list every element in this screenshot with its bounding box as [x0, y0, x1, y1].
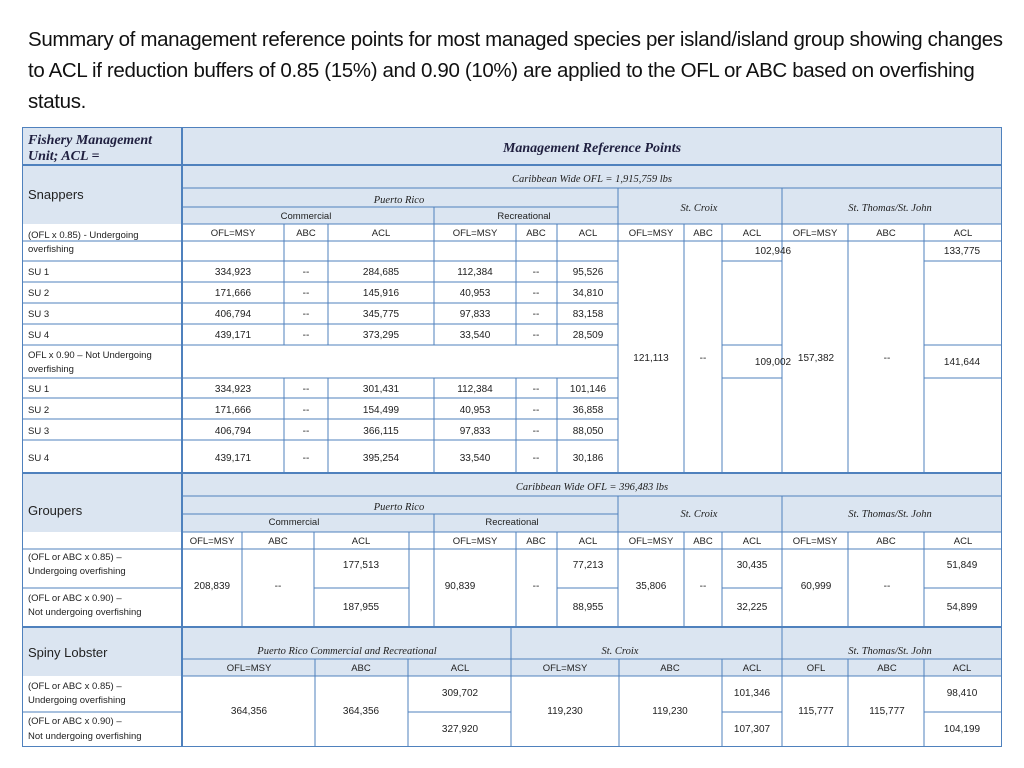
snappers-090-cell: 154,499 [362, 405, 400, 416]
snappers-label: Snappers [28, 187, 84, 202]
groupers-com-acl-090: 187,955 [342, 602, 380, 613]
groupers-pr-header: Puerto Rico [373, 502, 425, 513]
snappers-090-row-label: SU 2 [28, 405, 50, 416]
lobster-stt-abc: 115,777 [869, 706, 905, 717]
snappers-085-cell: -- [302, 288, 310, 299]
snappers-085-cell: -- [532, 267, 540, 278]
snappers-085-label-line1: (OFL x 0.85) - Undergoing [28, 230, 139, 241]
snappers-085-cell: -- [302, 267, 310, 278]
lobster-pr-acl-085: 309,702 [441, 688, 479, 699]
lobster-stcroix-header: St. Croix [601, 646, 639, 657]
snappers-col-header: OFL=MSY [628, 228, 674, 239]
snappers-085-cell: 33,540 [459, 330, 491, 341]
lobster-col-header: ABC [351, 663, 371, 674]
snappers-col-header: OFL=MSY [792, 228, 838, 239]
snappers-085-cell: 97,833 [459, 309, 491, 320]
snappers-col-header: ABC [296, 228, 316, 239]
lobster-col-header: ACL [742, 663, 762, 674]
groupers-stc-acl-090: 32,225 [736, 602, 768, 613]
groupers-col-header: OFL=MSY [189, 536, 235, 547]
groupers-090-label-line2: Not undergoing overfishing [28, 607, 142, 618]
management-reference-points-header: Management Reference Points [502, 141, 682, 156]
groupers-090-label-line1: (OFL or ABC x 0.90) – [28, 593, 122, 604]
snappers-085-cell: 334,923 [214, 267, 252, 278]
groupers-stt-abc: -- [883, 581, 891, 592]
groupers-stt-ofl: 60,999 [800, 581, 832, 592]
lobster-col-header: ACL [450, 663, 470, 674]
lobster-col-header: ABC [877, 663, 897, 674]
snappers-stthomas-acl-090: 141,644 [943, 357, 981, 368]
lobster-stt-acl-090: 104,199 [943, 724, 981, 735]
snappers-085-cell: 40,953 [459, 288, 491, 299]
snappers-pr-header: Puerto Rico [373, 195, 425, 206]
groupers-col-header: ABC [526, 536, 546, 547]
snappers-col-header: ABC [693, 228, 713, 239]
groupers-085-label-line2: Undergoing overfishing [28, 566, 126, 577]
snappers-col-header: ACL [953, 228, 973, 239]
snappers-stcroix-ofl: 121,113 [633, 353, 669, 364]
lobster-pr-ofl: 364,356 [230, 706, 268, 717]
groupers-col-header: ABC [693, 536, 713, 547]
snappers-rows-085 [28, 267, 604, 341]
snappers-090-cell: 36,858 [572, 405, 604, 416]
snappers-col-header: ABC [876, 228, 896, 239]
groupers-stc-abc: -- [699, 581, 707, 592]
snappers-090-cell: 171,666 [214, 405, 252, 416]
snappers-090-cell: 30,186 [572, 453, 604, 464]
groupers-col-header: ACL [578, 536, 598, 547]
snappers-090-cell: 101,146 [569, 384, 607, 395]
groupers-stc-acl-085: 30,435 [736, 560, 768, 571]
snappers-col-header: ABC [526, 228, 546, 239]
groupers-col-header: ABC [876, 536, 896, 547]
snappers-085-cell: 406,794 [214, 309, 252, 320]
fmu-header-line2: Unit; ACL = [28, 149, 100, 164]
snappers-stthomas-ofl: 157,382 [797, 353, 835, 364]
snappers-085-row-label: SU 4 [28, 330, 50, 341]
snappers-085-cell: 95,526 [572, 267, 604, 278]
lobster-085-label-line2: Undergoing overfishing [28, 695, 126, 706]
snappers-090-cell: 40,953 [459, 405, 491, 416]
groupers-col-header: ACL [351, 536, 371, 547]
groupers-label: Groupers [28, 503, 83, 518]
groupers-rec-acl-090: 88,955 [572, 602, 604, 613]
lobster-col-header: OFL=MSY [542, 663, 588, 674]
snappers-085-cell: 34,810 [572, 288, 604, 299]
lobster-stc-abc: 119,230 [652, 706, 688, 717]
groupers-column-headers [190, 536, 973, 547]
snappers-090-cell: 406,794 [214, 426, 252, 437]
groupers-rec-ofl: 90,839 [444, 581, 476, 592]
snappers-col-header: OFL=MSY [210, 228, 256, 239]
snappers-085-cell: -- [302, 330, 310, 341]
snappers-090-cell: 366,115 [363, 426, 399, 437]
lobster-090-label-line2: Not undergoing overfishing [28, 731, 142, 742]
groupers-com-ofl: 208,839 [193, 581, 231, 592]
snappers-090-row-label: SU 4 [28, 453, 50, 464]
snappers-090-cell: -- [532, 453, 540, 464]
groupers-085-label-line1: (OFL or ABC x 0.85) – [28, 552, 122, 563]
groupers-col-header: ACL [953, 536, 973, 547]
snappers-085-row-label: SU 2 [28, 288, 50, 299]
slide-title: Summary of management reference points for most managed species per island/island group showing changes to ACL if reduction buffers of 0.85 (15%) and 0.90 (10%) are applied to the OFL or ABC based on overfishing status. [28, 28, 1003, 113]
lobster-stc-acl-090: 107,307 [733, 724, 771, 735]
groupers-col-header: OFL=MSY [628, 536, 674, 547]
lobster-pr-header: Puerto Rico Commercial and Recreational [257, 646, 437, 657]
snappers-085-row-label: SU 3 [28, 309, 50, 320]
snappers-085-cell: 284,685 [362, 267, 400, 278]
reference-points-table [22, 127, 1002, 747]
snappers-090-row-label: SU 3 [28, 426, 50, 437]
snappers-085-cell: -- [532, 309, 540, 320]
lobster-085-label-line1: (OFL or ABC x 0.85) – [28, 681, 122, 692]
snappers-090-cell: -- [302, 453, 310, 464]
snappers-090-label-line2: overfishing [28, 364, 74, 375]
lobster-col-header: ACL [952, 663, 972, 674]
groupers-com-abc: -- [274, 581, 282, 592]
groupers-com-acl-085: 177,513 [342, 560, 380, 571]
groupers-rec-abc: -- [532, 581, 540, 592]
snappers-085-cell: 373,295 [362, 330, 400, 341]
snappers-column-headers [211, 228, 973, 239]
groupers-stthomas-header: St. Thomas/St. John [848, 509, 932, 520]
lobster-col-header: OFL [806, 663, 826, 674]
snappers-rows-090 [28, 384, 607, 464]
groupers-col-header: OFL=MSY [452, 536, 498, 547]
snappers-085-cell: -- [302, 309, 310, 320]
snappers-090-cell: 301,431 [362, 384, 400, 395]
groupers-stc-ofl: 35,806 [635, 581, 667, 592]
reference-points-table-svg [22, 127, 1002, 747]
snappers-090-cell: 439,171 [214, 453, 252, 464]
snappers-commercial-header: Commercial [280, 211, 332, 222]
snappers-090-cell: -- [302, 405, 310, 416]
groupers-rec-acl-085: 77,213 [572, 560, 604, 571]
snappers-stcroix-abc: -- [699, 353, 707, 364]
lobster-stthomas-header: St. Thomas/St. John [848, 646, 932, 657]
lobster-col-header: ABC [660, 663, 680, 674]
snappers-090-cell: -- [302, 384, 310, 395]
snappers-090-cell: -- [532, 426, 540, 437]
snappers-090-cell: -- [532, 405, 540, 416]
snappers-085-cell: 171,666 [214, 288, 252, 299]
lobster-stt-ofl: 115,777 [798, 706, 834, 717]
groupers-stcroix-header: St. Croix [680, 509, 718, 520]
snappers-col-header: ACL [371, 228, 391, 239]
groupers-caribbean-ofl: Caribbean Wide OFL = 396,483 lbs [515, 482, 669, 493]
snappers-stcroix-header: St. Croix [680, 203, 718, 214]
snappers-090-cell: 97,833 [459, 426, 491, 437]
snappers-085-cell: 145,916 [362, 288, 400, 299]
snappers-090-cell: 112,384 [457, 384, 493, 395]
lobster-stc-acl-085: 101,346 [733, 688, 771, 699]
snappers-085-label-line2: overfishing [28, 244, 74, 255]
groupers-recreational-header: Recreational [485, 517, 539, 528]
lobster-pr-abc: 364,356 [342, 706, 380, 717]
snappers-090-cell: -- [532, 384, 540, 395]
snappers-col-header: OFL=MSY [452, 228, 498, 239]
lobster-col-header: OFL=MSY [226, 663, 272, 674]
snappers-stthomas-acl-085: 133,775 [943, 246, 981, 257]
lobster-stc-ofl: 119,230 [547, 706, 583, 717]
groupers-col-header: ACL [742, 536, 762, 547]
snappers-090-label-line1: OFL x 0.90 – Not Undergoing [28, 350, 152, 361]
snappers-085-cell: 28,509 [572, 330, 604, 341]
snappers-085-cell: 112,384 [457, 267, 493, 278]
snappers-090-row-label: SU 1 [28, 384, 50, 395]
snappers-090-cell: 33,540 [459, 453, 491, 464]
snappers-090-cell: 334,923 [214, 384, 252, 395]
snappers-stthomas-abc: -- [883, 353, 891, 364]
snappers-085-cell: 83,158 [572, 309, 604, 320]
snappers-stcroix-acl-085: 102,946 [754, 246, 792, 257]
groupers-commercial-header: Commercial [268, 517, 320, 528]
lobster-090-label-line1: (OFL or ABC x 0.90) – [28, 716, 122, 727]
snappers-085-row-label: SU 1 [28, 267, 50, 278]
fmu-header-line1: Fishery Management [28, 133, 153, 148]
snappers-085-cell: 345,775 [362, 309, 400, 320]
groupers-col-header: ABC [268, 536, 288, 547]
snappers-recreational-header: Recreational [497, 211, 551, 222]
snappers-090-cell: 395,254 [362, 453, 400, 464]
snappers-090-cell: -- [302, 426, 310, 437]
snappers-085-cell: 439,171 [214, 330, 252, 341]
snappers-col-header: ACL [742, 228, 762, 239]
lobster-label: Spiny Lobster [28, 645, 108, 660]
snappers-stcroix-acl-090: 109,002 [754, 357, 792, 368]
snappers-085-cell: -- [532, 288, 540, 299]
groupers-stt-acl-090: 54,899 [946, 602, 978, 613]
groupers-col-header: OFL=MSY [792, 536, 838, 547]
snappers-stthomas-header: St. Thomas/St. John [848, 203, 932, 214]
lobster-stt-acl-085: 98,410 [946, 688, 978, 699]
groupers-stt-acl-085: 51,849 [946, 560, 978, 571]
snappers-090-cell: 88,050 [572, 426, 604, 437]
snappers-085-cell: -- [532, 330, 540, 341]
snappers-caribbean-ofl: Caribbean Wide OFL = 1,915,759 lbs [511, 174, 673, 185]
snappers-col-header: ACL [578, 228, 598, 239]
lobster-pr-acl-090: 327,920 [441, 724, 479, 735]
